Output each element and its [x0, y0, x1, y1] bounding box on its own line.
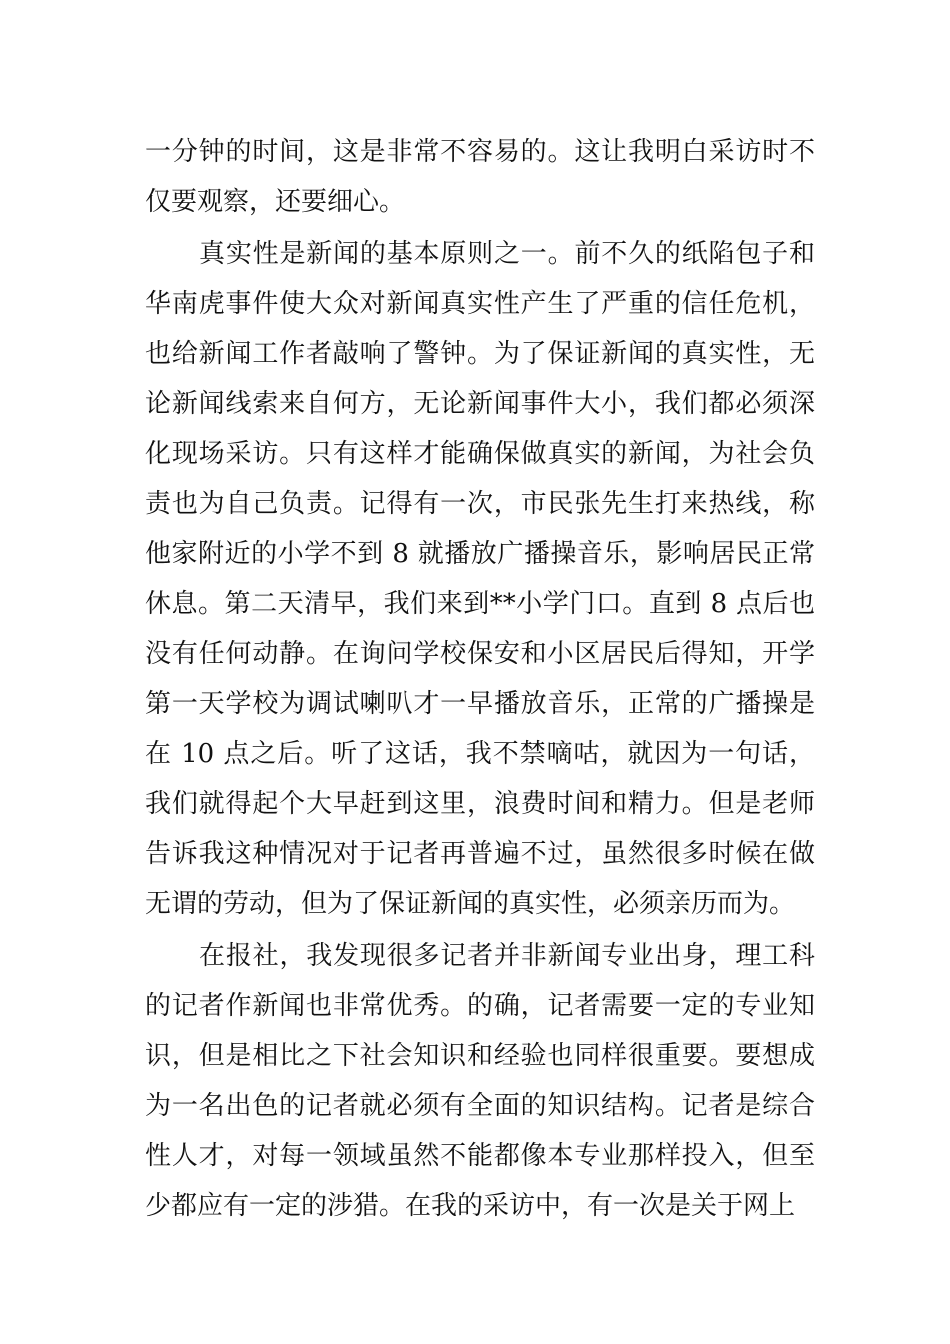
paragraph-authenticity: 真实性是新闻的基本原则之一。前不久的纸陷包子和华南虎事件使大众对新闻真实性产生了严重的信任危机，也给新闻工作者敲响了警钟。为了保证新闻的真实性，无论新闻线索来自何方，无论新闻事件大小，我们都必须深化现场采访。只有这样才能确保做真实的新闻，为社会负责也为自己负责。记得有一次，市民张先生打来热线，称他家附近的小学不到 8 就播放广播操音乐，影响居民正常休息。第二天清早，我们来到**小学门口。直到 8 点后也没有任何动静。在询问学校保安和小区居民后得知，开学第一天学校为调试喇叭才一早播放音乐，正常的广播操是在 10 点之后。听了这话，我不禁嘀咕，就因为一句话，我们就得起个大早赶到这里，浪费时间和精力。但是老师告诉我这种情况对于记者再普遍不过，虽然很多时候在做无谓的劳动，但为了保证新闻的真实性，必须亲历而为。	[145, 239, 815, 919]
paragraph-continuation: 一分钟的时间，这是非常不容易的。这让我明白采访时不仅要观察，还要细心。	[145, 137, 815, 217]
document-body	[145, 127, 815, 1231]
paragraph-knowledge: 在报社，我发现很多记者并非新闻专业出身，理工科的记者作新闻也非常优秀。的确，记者需要一定的专业知识，但是相比之下社会知识和经验也同样很重要。要想成为一名出色的记者就必须有全面的知识结构。记者是综合性人才，对每一领域虽然不能都像本专业那样投入，但至少都应有一定的涉猎。在我的采访中，有一次是关于网上	[145, 941, 815, 1221]
